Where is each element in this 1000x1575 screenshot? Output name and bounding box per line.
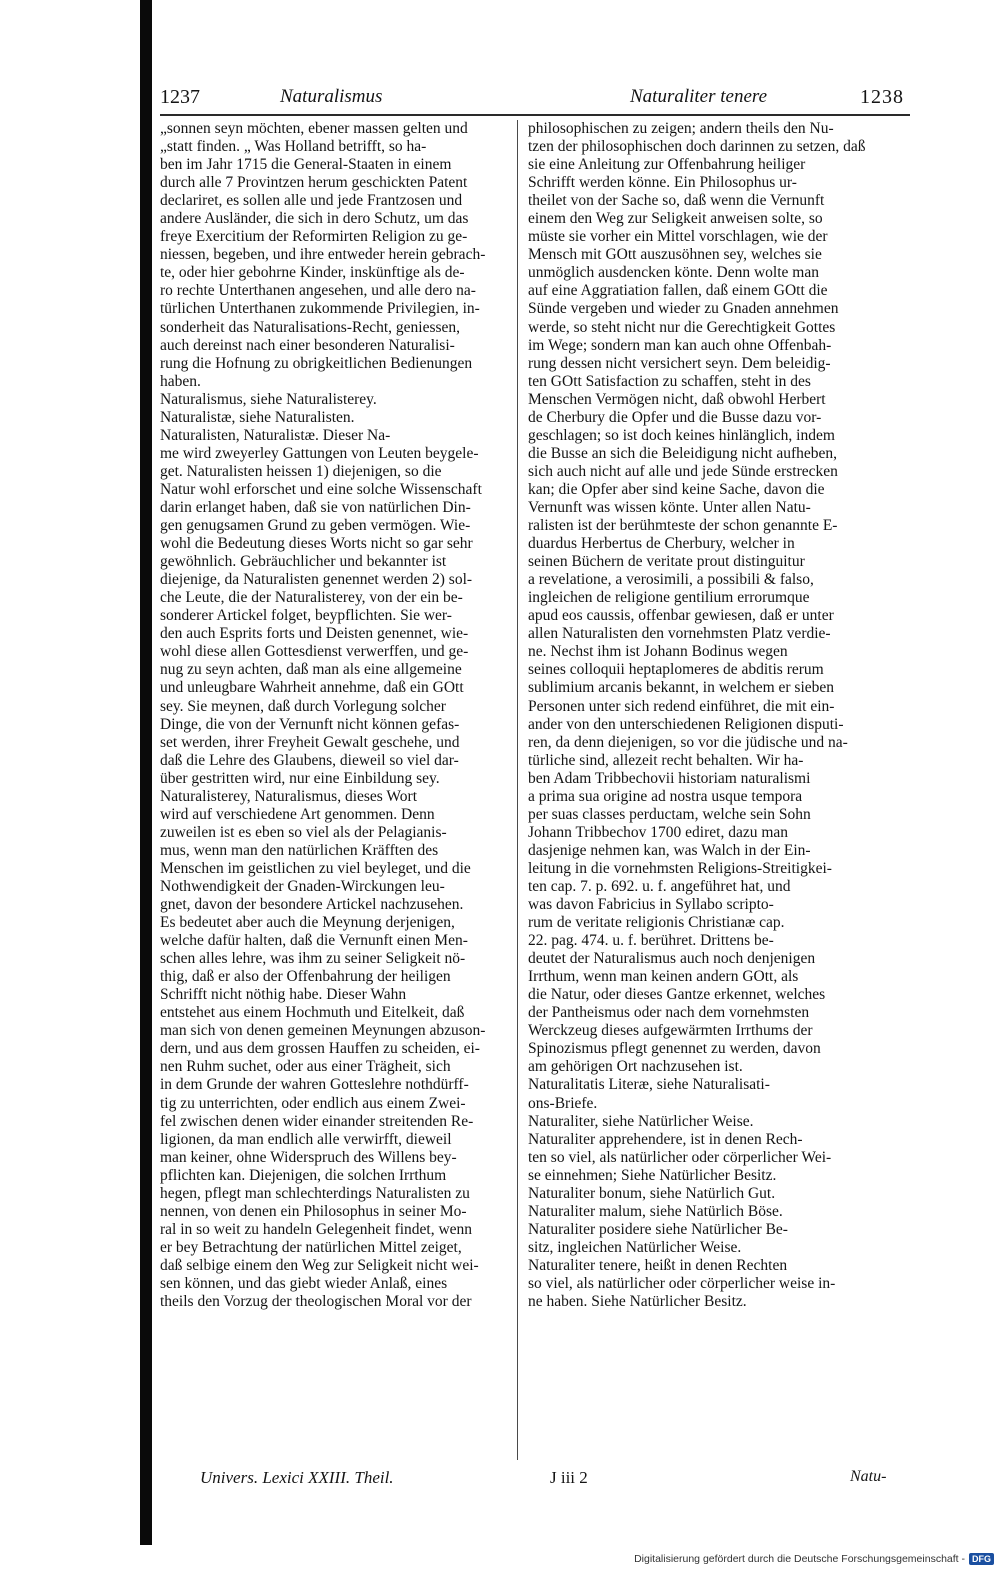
text-line: declariret, es sollen alle und jede Frantzosen und [160,192,463,210]
right-column [528,120,908,1311]
text-line: Naturaliter malum, siehe Natürlich Böse. [528,1202,783,1220]
text-line: gewöhnlich. Gebräuchlicher und bekannter ist [160,553,447,571]
text-line: kan; die Opfer aber sind keine Sache, davon die [528,480,825,498]
text-line: im Wege; sondern man kan auch ohne Offenbah- [528,336,832,354]
text-line: türlichen Unterthanen zukommende Privilegien, in- [160,300,480,318]
left-column [160,120,522,1311]
text-line: andere Ausländer, die sich in dero Schutz, um das [160,210,469,228]
text-line: duardus Herbertus de Cherbury, welcher in [528,535,795,553]
text-line: rung die Hofnung zu obrigkeitlichen Bedienungen [160,354,473,372]
text-line: se einnehmen; Siehe Natürlicher Besitz. [528,1166,777,1184]
sheet-mark: J iii 2 [550,1468,588,1487]
text-line: und unleugbare Wahrheit annehme, daß ein GOtt [160,679,464,697]
text-line: set werden, ihrer Freyheit Gewalt geschehe, und [160,733,460,751]
text-line: de Cherbury die Opfer und die Busse dazu vor- [528,408,822,426]
text-line: niessen, begeben, und ihre entweder herein gebrach- [160,246,486,264]
text-line: 22. pag. 474. u. f. berühret. Drittens be- [528,932,774,950]
text-line: sitz, ingleichen Natürlicher Weise. [528,1238,742,1256]
text-line: philosophischen zu zeigen; andern theils den Nu- [528,120,834,137]
text-line: daß die Lehre des Glaubens, dieweil so viel dar- [160,751,459,769]
digitization-credit [634,1551,994,1567]
text-line: welche dafür halten, daß die Vernunft einen Men- [160,932,468,950]
text-line: ben im Jahr 1715 die General-Staaten in einem [160,156,452,174]
text-line: rum de veritate religionis Christianæ cap. [528,914,785,932]
text-line: Naturaliter apprehendere, ist in denen Rech- [528,1130,803,1148]
text-line: Sünde vergeben und wieder zu Gnaden annehmen [528,300,839,318]
text-line: geschlagen; so ist doch keines hinlänglich, indem [528,426,835,444]
text-line: ben Adam Tribbechovii historiam naturalismi [528,769,811,787]
running-head-left: Naturalismus [280,86,383,107]
text-line: er bey Betrachtung der natürlichen Mittel zeiget, [160,1238,462,1256]
text-line: sen können, und das giebt wieder Anlaß, eines [160,1275,448,1292]
catchword: Natu- [850,1468,887,1485]
text-line: müste sie vorher ein Mittel vorschlagen, wie der [528,228,828,246]
text-line: ingleichen de religione gentilium errorumque [528,589,810,607]
text-line: Vernunft was wissen könte. Unter allen Natu- [528,498,811,516]
text-line: wird auf verschiedene Art genommen. Denn [160,805,435,823]
text-line: schen alles lehre, was ihm zu seiner Seligkeit nö- [160,950,466,968]
text-line: ren, da denn diejenigen, so vor die jüdische und na- [528,733,848,751]
text-line: durch alle 7 Provintzen herum geschickten Patent [160,174,468,192]
text-line: tig zu unterrichten, oder endlich aus einem Zwei- [160,1094,466,1112]
page-footer [200,1468,920,1492]
text-line: seines colloquii heptaplomeres de abditis rerum [528,661,824,679]
text-line: sich auch nicht auf alle und jede Sünde erstrecken [528,462,838,480]
text-line: Dinge, die von der Vernunft nicht können gefas- [160,715,460,733]
text-line: ne haben. Siehe Natürlicher Besitz. [528,1293,747,1311]
text-line: Nothwendigkeit der Gnaden-Wirckungen leu- [160,877,445,895]
text-line: die Busse an sich die Beleidigung nicht aufheben, [528,444,838,462]
text-line: tzen der philosophischen doch darinnen zu setzen, daß [528,138,866,156]
text-line: Naturalisterey, Naturalismus, dieses Wort [160,787,418,805]
text-line: Naturalitatis Literæ, siehe Naturalisati- [528,1076,770,1094]
text-line: zuweilen ist es eben so viel als der Pelagianis- [160,823,447,841]
text-line: wohl die Bedeutung dieses Worts nicht so gar sehr [160,535,473,553]
text-line: über gestritten wird, nur eine Einbildung sey. [160,769,440,787]
scan-edge-shadow [140,0,152,1545]
page-number-right: 1238 [860,86,904,108]
text-line: Irrthum, wenn man keinen andern GOtt, als [528,968,799,986]
text-line: türliche sind, allezeit recht behalten. Wir ha- [528,751,804,769]
text-line: a revelatione, a verosimili, a possibili & falso, [528,571,814,589]
text-line: deutet der Naturalismus auch noch denjenigen [528,950,816,968]
text-line: Personen unter sich redend einführet, die mit ein- [528,697,835,715]
text-line: „sonnen seyn möchten, ebener massen gelten und [160,120,468,137]
text-line: daß selbige einem den Weg zur Seligkeit nicht wei- [160,1256,479,1274]
text-line: gen genugsamen Grund zu geben vermögen. Wie- [160,517,471,535]
text-line: in dem Grunde der wahren Gotteslehre nothdürff- [160,1076,469,1094]
text-line: entstehet aus einem Hochmuth und Eitelkeit, daß [160,1004,465,1022]
text-line: ro rechte Unterthanen angesehen, und alle dero na- [160,282,476,300]
text-line: man keiner, ohne Widerspruch des Willens bey- [160,1148,457,1166]
text-line: Naturalisten, Naturalistæ. Dieser Na- [160,426,391,444]
text-line: diejenige, da Naturalisten genennet werden 2) sol- [160,571,473,589]
text-line: Johann Tribbechov 1700 ediret, dazu man [528,823,789,841]
text-line: Naturalistæ, siehe Naturalisten. [160,408,355,426]
credit-text: Digitalisierung gefördert durch die Deutsche Forschungsgemeinschaft - [634,1553,965,1565]
text-line: Natur wohl erforschet und eine solche Wissenschaft [160,480,482,498]
text-line: sublimium arcanis bekannt, in welchem er sieben [528,679,835,697]
text-line: Menschen Vermögen nicht, daß obwohl Herbert [528,390,826,408]
text-line: ten cap. 7. p. 692. u. f. angeführet hat, und [528,877,791,895]
text-line: seinen Büchern de veritate prout distinguitur [528,553,805,571]
text-line: nug zu seyn achten, daß man als eine allgemeine [160,661,462,679]
text-line: auch dereinst nach einer besonderen Naturalisi- [160,336,455,354]
text-line: dern, und aus dem grossen Hauffen zu scheiden, ei- [160,1040,480,1058]
text-line: pflichten kan. Diejenigen, die solchen Irrthum [160,1166,447,1184]
text-line: get. Naturalisten heissen 1) diejenigen, so die [160,462,442,480]
text-line: hegen, pflegt man schlechterdings Naturalisten zu [160,1184,470,1202]
text-line: sonderer Artickel folget, beypflichten. Sie wer- [160,607,452,625]
text-line: theilet von der Sache so, daß wenn die Vernunft [528,192,825,210]
dfg-logo: DFG [969,1553,994,1565]
text-line: allen Naturalisten den vornehmsten Platz verdie- [528,625,831,643]
text-line: was davon Fabricius in Syllabo scripto- [528,896,774,914]
text-line: leitung in die vornehmsten Religions-Streitigkei- [528,859,832,877]
text-line: so viel, als natürlicher oder cörperlicher weise in- [528,1275,836,1292]
text-line: den auch Esprits forts und Deisten genennet, wie- [160,625,469,643]
text-line: Naturaliter, siehe Natürlicher Weise. [528,1112,754,1130]
text-line: sie eine Anleitung zur Offenbahrung heiliger [528,156,806,174]
text-line: ons-Briefe. [528,1094,598,1112]
text-line: apud eos caussis, offenbar gewiesen, daß er unter [528,607,834,625]
column-divider [517,120,518,1460]
running-head-right: Naturaliter tenere [630,86,768,107]
text-line: ne. Nechst ihm ist Johann Bodinus wegen [528,643,788,661]
text-line: theils den Vorzug der theologischen Moral vor der [160,1293,472,1311]
text-line: Naturalismus, siehe Naturalisterey. [160,390,377,408]
header-rule [160,114,910,116]
text-line: thig, daß er also der Offenbahrung der heiligen [160,968,451,986]
text-line: te, oder hier gebohrne Kinder, inskünftige als de- [160,264,465,282]
text-line: ral in so weit zu handeln Gelegenheit findet, wenn [160,1220,473,1238]
page-number-left: 1237 [160,86,200,108]
text-line: Schrifft nicht nöthig habe. Dieser Wahn [160,986,407,1004]
signature-line: Univers. Lexici XXIII. Theil. [200,1468,394,1487]
text-line: werde, so steht nicht nur die Gerechtigkeit Gottes [528,318,836,336]
text-line: unmöglich ausdencken könte. Denn wolte man [528,264,819,282]
text-line: dasjenige nehmen kan, was Walch in der Ein- [528,841,811,859]
text-line: ligionen, da man endlich alle verwirfft, dieweil [160,1130,452,1148]
text-line: Werckzeug dieses aufgewärmten Irrthums der [528,1022,813,1040]
text-line: der Pantheismus oder nach dem vornehmsten [528,1004,810,1022]
text-line: nen Ruhm suchet, oder aus einer Trägheit, sich [160,1058,451,1076]
text-line: Schrifft werden könne. Ein Philosophus ur- [528,174,797,192]
text-line: Menschen im geistlichen zu viel beyleget, und die [160,859,471,877]
text-line: haben. [160,372,201,390]
text-line: am gehörigen Ort nachzusehen ist. [528,1058,743,1076]
text-line: darin erlanget haben, daß sie von natürlichen Din- [160,498,471,516]
text-line: ten so viel, als natürlicher oder cörperlicher Wei- [528,1148,832,1166]
text-line: a prima sua origine ad nostra usque tempora [528,787,803,805]
text-line: Naturaliter posidere siehe Natürlicher Be- [528,1220,788,1238]
text-line: Spinozismus pflegt genennet zu werden, davon [528,1040,821,1058]
text-line: wohl diese allen Gottesdienst verwerffen, und ge- [160,643,469,661]
text-line: mus, wenn man den natürlichen Kräfften des [160,841,439,859]
text-line: einem den Weg zur Seligkeit anweisen solte, so [528,210,823,228]
text-line: auf eine Aggratiation fallen, daß einem GOtt die [528,282,828,300]
text-line: Mensch mit GOtt auszusöhnen sey, welches sie [528,246,822,264]
text-line: nennen, von denen ein Philosophus in seiner Mo- [160,1202,467,1220]
text-line: ralisten ist der berühmteste der schon genannte E- [528,517,838,535]
page-header [160,82,920,112]
text-line: fel zwischen denen wider einander streitenden Re- [160,1112,474,1130]
text-line: freye Exercitium der Reformirten Religion zu ge- [160,228,468,246]
text-line: sonderheit das Naturalisations-Recht, geniessen, [160,318,461,336]
text-line: die Natur, oder dieses Gantze erkennet, welches [528,986,826,1004]
text-line: Naturaliter tenere, heißt in denen Rechten [528,1256,788,1274]
text-line: Naturaliter bonum, siehe Natürlich Gut. [528,1184,776,1202]
text-line: me wird zweyerley Gattungen von Leuten beygele- [160,444,479,462]
text-line: per suas classes perductam, welche sein Sohn [528,805,811,823]
text-line: man sich von denen gemeinen Meynungen abzuson- [160,1022,486,1040]
text-line: ander von den unterschiedenen Religionen disputi- [528,715,844,733]
text-line: ten GOtt Satisfaction zu schaffen, steht in des [528,372,811,390]
text-line: che Leute, die der Naturalisterey, von der ein be- [160,589,463,607]
text-line: „statt finden. „ Was Holland betrifft, so ha- [160,138,427,156]
text-line: gnet, davon der besondere Artickel nachzusehen. [160,896,464,914]
text-line: Es bedeutet aber auch die Meynung derjenigen, [160,914,455,932]
text-line: rung dessen nicht versichert seyn. Dem beleidig- [528,354,831,372]
text-line: sey. Sie meynen, daß durch Vorlegung solcher [160,697,446,715]
